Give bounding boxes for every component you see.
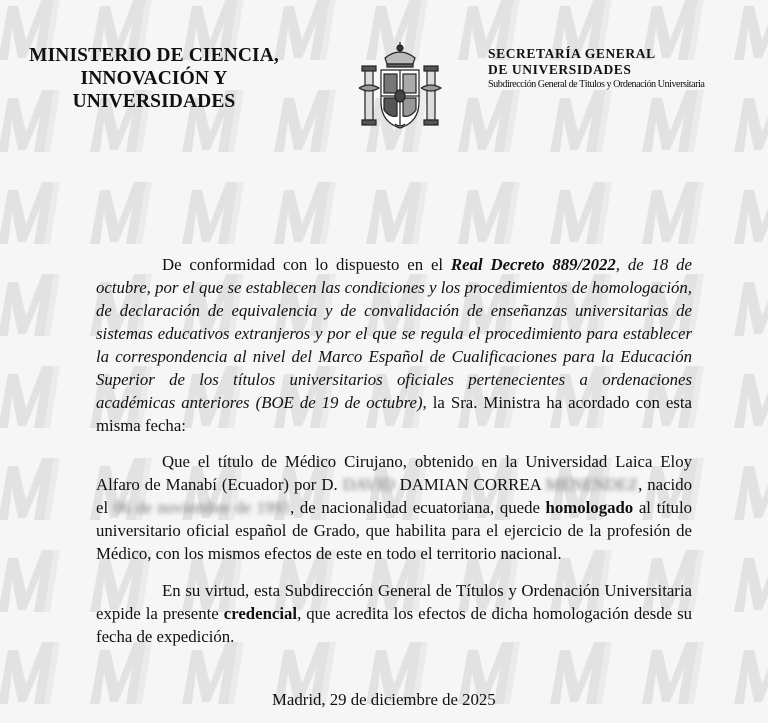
ministry-line-3: UNIVERSIDADES: [72, 91, 236, 112]
coat-of-arms-icon: [355, 40, 445, 138]
p2-part3: , de nacionalidad ecuatoriana, quede: [290, 498, 546, 517]
paragraph-homologation: [96, 450, 692, 565]
p1-intro: De conformidad con lo dispuesto en el: [162, 255, 451, 274]
issue-date: Madrid, 29 de diciembre de 2025: [272, 690, 496, 709]
secretaria-block: [488, 46, 704, 92]
paragraph-credential: [96, 579, 692, 648]
homologado-term: homologado: [545, 498, 634, 517]
ministry-name: [20, 44, 288, 113]
p1-closing: , la Sra. Ministra ha acordado con esta misma fecha:: [96, 393, 692, 435]
redacted-surname: MENENDEZ: [545, 475, 639, 494]
paragraph-resolution: [96, 253, 692, 437]
visible-name: DAMIAN CORREA: [394, 475, 546, 494]
ministry-line-2: INNOVACIÓN Y: [80, 68, 228, 89]
redacted-first-name: DAVID: [342, 475, 395, 494]
p3-part1: En su virtud, esta Subdirección General de Títulos y Ordenación Universitaria expide la presente: [96, 581, 692, 623]
p3-part2: , que acredita los efectos de dicha homologación desde su fecha de expedición.: [96, 604, 692, 646]
p2-part4: al título universitario oficial español de Grado, que habilita para el ejercicio de la profesión de Médico, con los mismos efectos de este en todo el territorio nacional.: [96, 498, 692, 563]
p2-part2: , nacido el: [96, 475, 692, 517]
decree-reference: Real Decreto 889/2022: [450, 255, 616, 274]
p2-part1: Que el título de Médico Cirujano, obtenido en la Universidad Laica Eloy Alfaro de Manabí (Ecuador) por D.: [96, 452, 692, 494]
ministry-line-1: MINISTERIO DE CIENCIA,: [29, 45, 279, 66]
subdireccion-name: Subdirección General de Títulos y Ordenación Universitaria: [488, 79, 705, 90]
redacted-birthdate: 06 de noviembre de 1993: [113, 498, 291, 517]
credencial-term: credencial: [223, 604, 298, 623]
secretaria-subtitle: DE UNIVERSIDADES: [488, 62, 632, 77]
decree-title: , de 18 de octubre, por el que se establecen las condiciones y los procedimientos de homologación, de declaración de equivalencia y de convalidación de enseñanzas universitarias de sistemas educativos extranjeros y por el que se regula el procedimiento para establecer la correspondencia al nivel del Marco Español de Cualificaciones para la Educación Superior de los títulos universitarios oficiales pertenecientes a ordenaciones académicas anteriores (BOE de 19 de octubre): [96, 255, 692, 412]
secretaria-title: SECRETARÍA GENERAL: [488, 46, 656, 61]
